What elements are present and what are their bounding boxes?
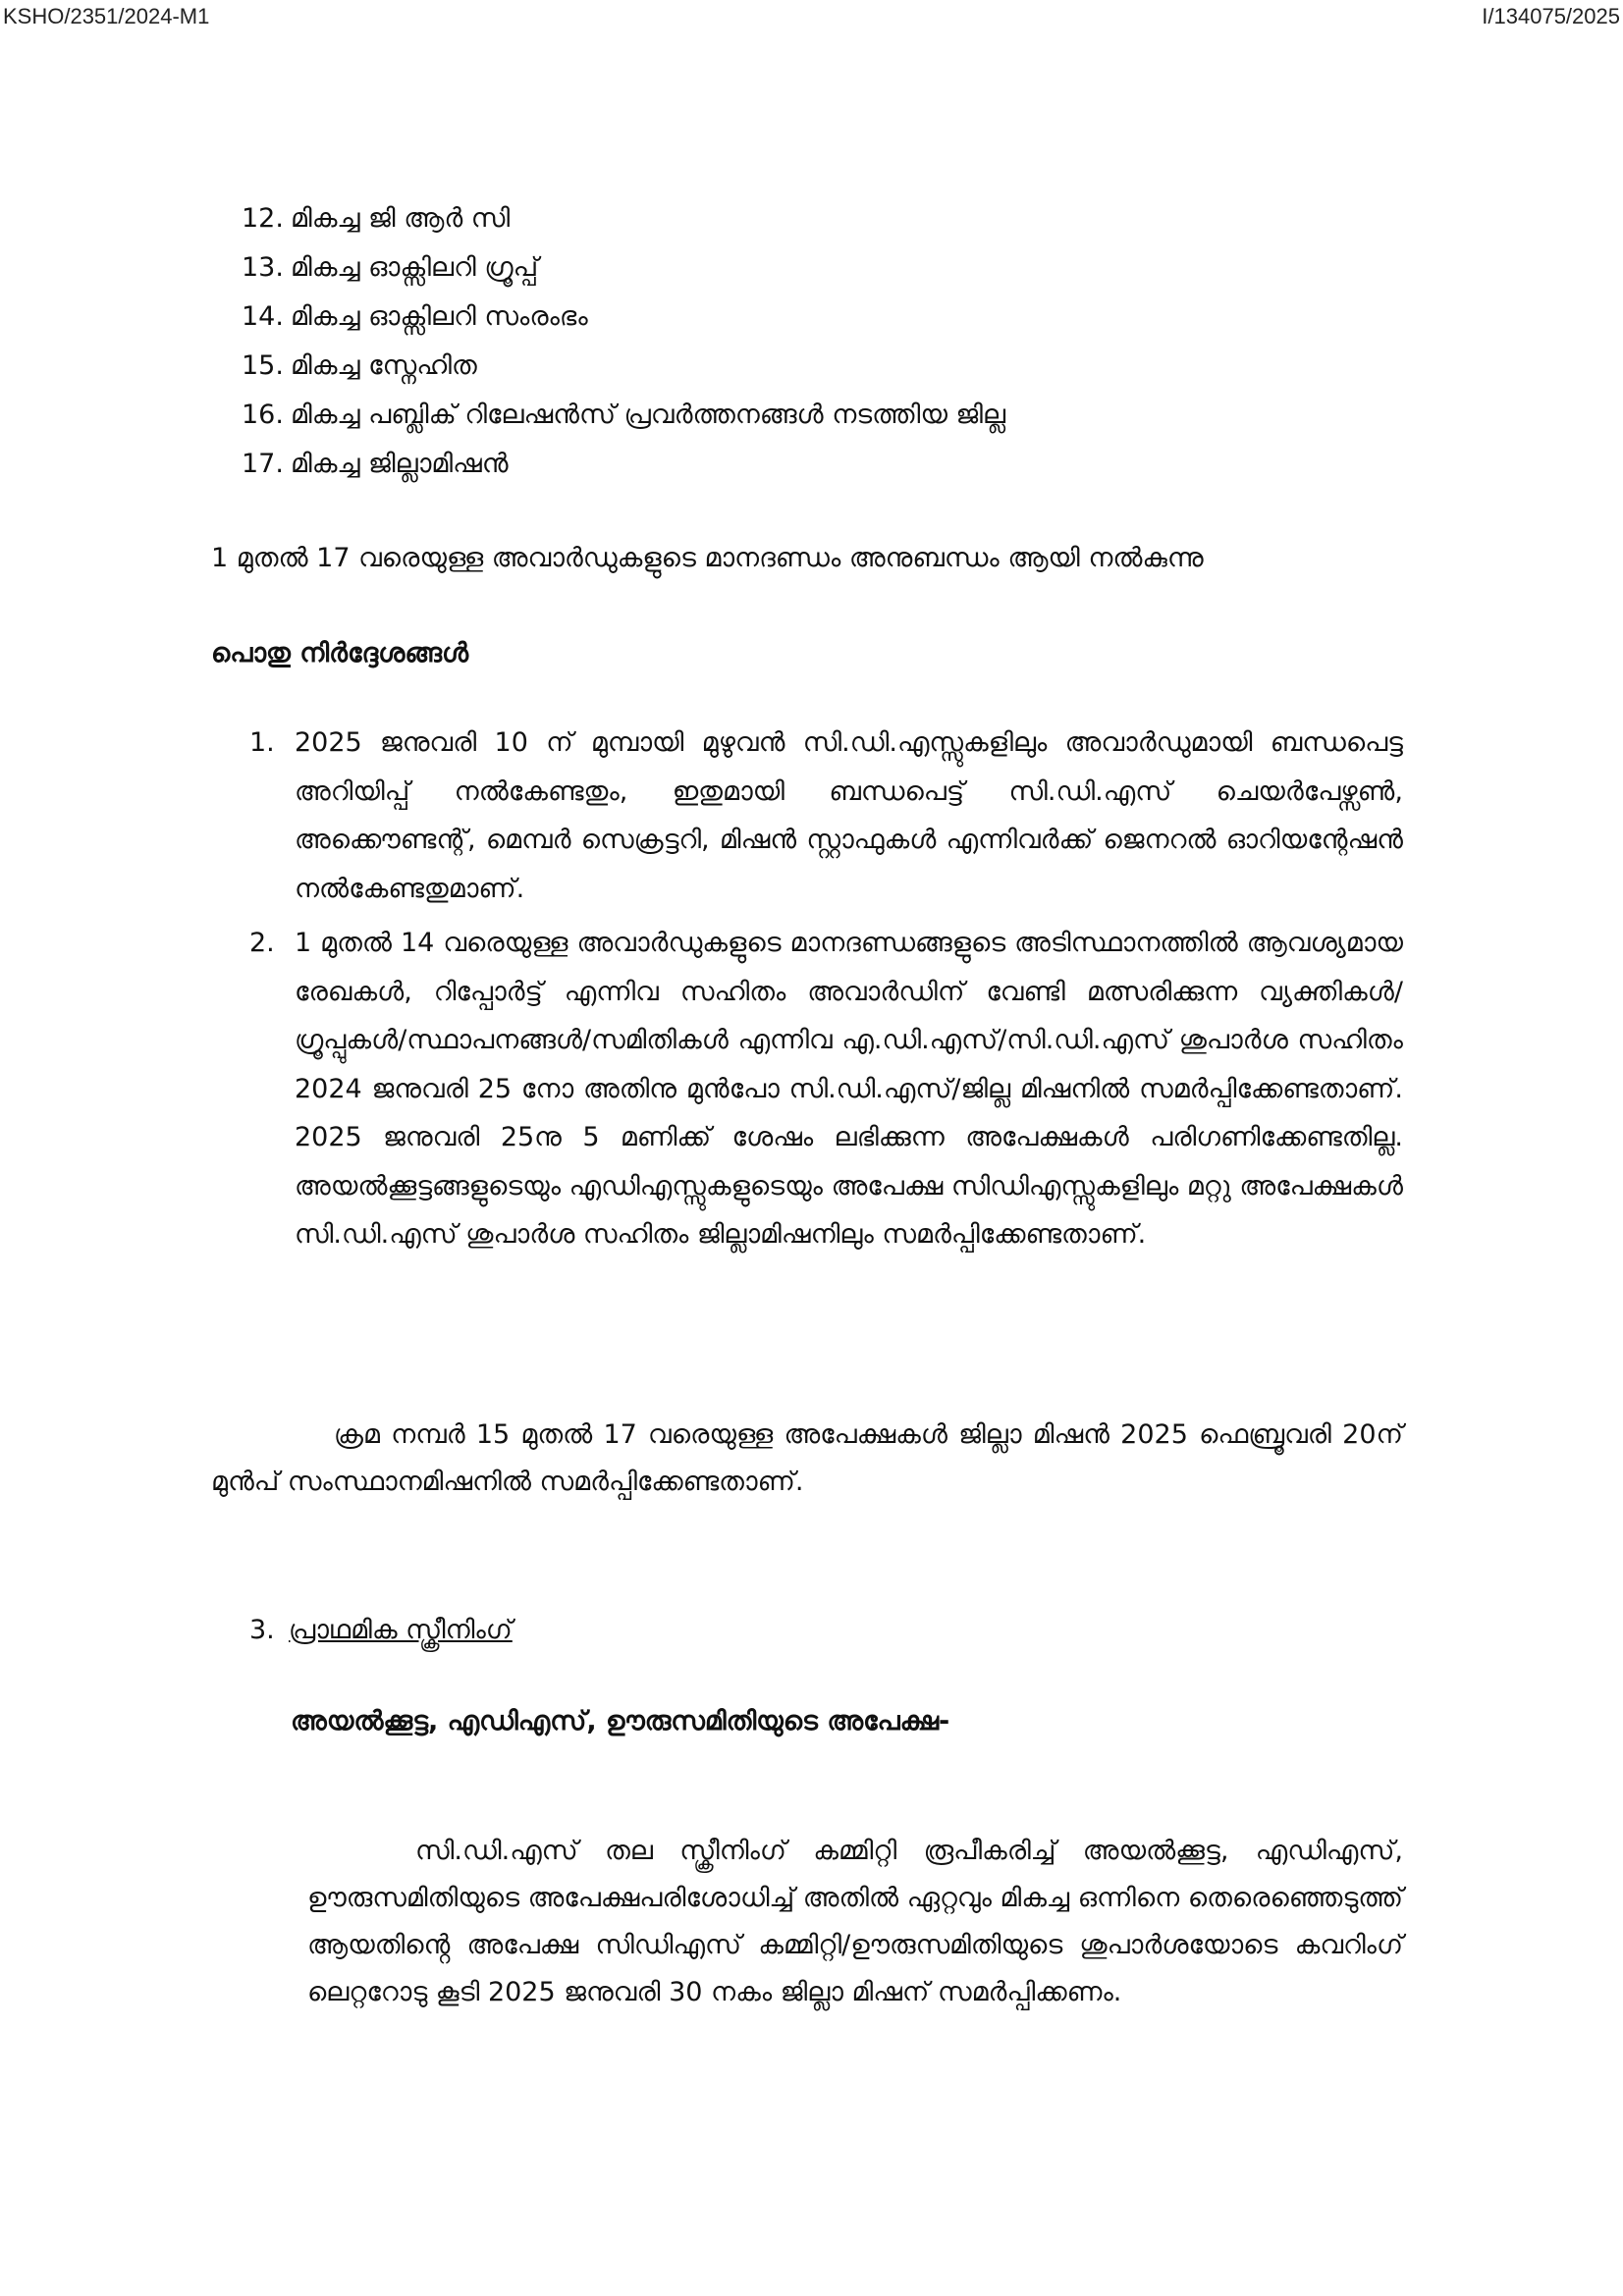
list-item <box>242 440 1005 489</box>
instruction-number: 1. <box>249 727 275 758</box>
instruction-text: 1 മുതൽ 14 വരെയുള്ള അവാർഡുകളുടെ മാനദണ്ഡങ്ങളുടെ അടിസ്ഥാനത്തിൽ ആവശ്യമായ രേഖകൾ, റിപ്പോർട്ട് എന്നിവ സഹിതം അവാർഡിന് വേണ്ടി മത്സരിക്കുന്ന വ്യക്തികൾ/ഗ്രൂപ്പുകൾ/സ്ഥാപനങ്ങൾ/സമിതികൾ എന്നിവ എ.ഡി.എസ്/സി.ഡി.എസ് ശുപാർശ സഹിതം 2024 ജനുവരി 25 നോ അതിനു മുൻപോ സി.ഡി.എസ്/ജില്ല മിഷനിൽ സമർപ്പിക്കേണ്ടതാണ്. 2025 ജനുവരി 25നു 5 മണിക്ക് ശേഷം ലഭിക്കുന്ന അപേക്ഷകൾ പരിഗണിക്കേണ്ടതില്ല. അയൽക്കൂട്ടങ്ങളുടെയും എഡിഎസ്സുകളുടെയും അപേക്ഷ സിഡിഎസ്സുകളിലും മറ്റു അപേക്ഷകൾ സി.ഡി.എസ് ശുപാർശ സഹിതം ജില്ലാമിഷനിലും സമർപ്പിക്കേണ്ടതാണ്. <box>295 928 1403 1250</box>
list-number: 17. <box>242 449 284 479</box>
serial-note: ക്രമ നമ്പർ 15 മുതൽ 17 വരെയുള്ള അപേക്ഷകൾ ജില്ലാ മിഷൻ 2025 ഫെബ്രൂവരി 20ന് മുൻപ് സംസ്ഥാനമിഷനിൽ സമർപ്പിക്കേണ്ടതാണ്. <box>211 1419 1403 1497</box>
award-title: മികച്ച ജില്ലാമിഷൻ <box>291 449 509 479</box>
section-subheading: അയൽക്കൂട്ട, എഡിഎസ്, ഊരുസമിതിയുടെ അപേക്ഷ- <box>291 1706 950 1736</box>
file-number: I/134075/2025 <box>1482 4 1620 28</box>
instruction-item <box>249 919 1403 1259</box>
general-instructions-heading: പൊതു നിർദ്ദേശങ്ങൾ <box>211 638 469 668</box>
list-number: 13. <box>242 252 284 283</box>
list-number: 16. <box>242 400 284 430</box>
section-title: പ്രാഥമിക സ്ക്രീനിംഗ് <box>289 1615 513 1645</box>
instruction-number: 2. <box>249 928 275 958</box>
award-title: മികച്ച പബ്ലിക് റിലേഷൻസ് പ്രവർത്തനങ്ങൾ നടത്തിയ ജില്ല <box>291 400 1006 430</box>
list-item <box>242 194 1005 243</box>
list-item <box>242 391 1005 440</box>
award-title: മികച്ച ജി ആർ സി <box>291 203 511 234</box>
instruction-item <box>249 719 1403 913</box>
list-item <box>242 342 1005 391</box>
list-item <box>242 243 1005 293</box>
list-number: 12. <box>242 203 284 234</box>
document-reference-number: KSHO/2351/2024-M1 <box>3 4 210 28</box>
award-title: മികച്ച ഓക്സിലറി ഗ്രൂപ്പ് <box>291 252 539 283</box>
instruction-text: 2025 ജനുവരി 10 ന് മുമ്പായി മുഴുവൻ സി.ഡി.എസ്സുകളിലും അവാർഡുമായി ബന്ധപെട്ട അറിയിപ്പ് നൽകേണ്ടതും, ഇതുമായി ബന്ധപെട്ട് സി.ഡി.എസ് ചെയർപേഴ്സൺ, അക്കൌണ്ടന്റ്, മെമ്പർ സെക്രട്ടറി, മിഷൻ സ്റ്റാഫുകൾ എന്നിവർക്ക് ജെനറൽ ഓറിയന്റേഷൻ നൽകേണ്ടതുമാണ്. <box>295 727 1403 904</box>
section-body: സി.ഡി.എസ് തല സ്ക്രീനിംഗ് കമ്മിറ്റി രൂപീകരിച്ച് അയൽക്കൂട്ട, എഡിഎസ്, ഊരുസമിതിയുടെ അപേക്ഷപരിശോധിച്ച് അതിൽ ഏറ്റവും മികച്ച ഒന്നിനെ തെരെഞ്ഞെടുത്ത് ആയതിൻ്റെ അപേക്ഷ സിഡിഎസ് കമ്മിറ്റി/ഊരുസമിതിയുടെ ശുപാർശയോടെ കവറിംഗ് ലെറ്ററോടു കൂടി 2025 ജനുവരി 30 നകം ജില്ലാ മിഷന് സമർപ്പിക്കണം. <box>307 1836 1403 2007</box>
award-title: മികച്ച ഓക്സിലറി സംരംഭം <box>291 301 588 332</box>
section-number: 3. <box>249 1615 275 1645</box>
criteria-note: 1 മുതൽ 17 വരെയുള്ള അവാർഡുകളുടെ മാനദണ്ഡം അനുബന്ധം ആയി നൽകുന്നു <box>211 543 1204 573</box>
list-number: 15. <box>242 350 284 381</box>
award-list <box>242 194 1005 489</box>
list-item <box>242 293 1005 342</box>
award-title: മികച്ച സ്നേഹിത <box>291 350 477 381</box>
section-3-heading <box>249 1615 513 1646</box>
list-number: 14. <box>242 301 284 332</box>
